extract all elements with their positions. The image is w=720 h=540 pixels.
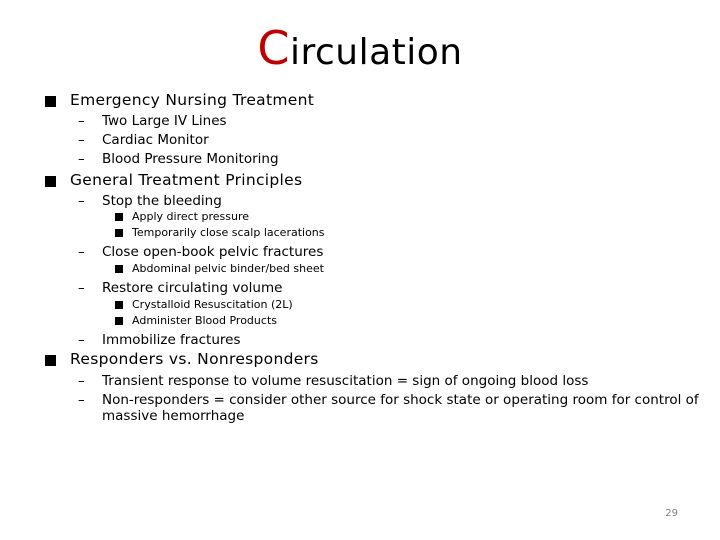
list-item: Non-responders = consider other source for shock state or operating room for control of massive hemorrhage <box>102 392 699 424</box>
title-first-letter: C <box>257 21 290 75</box>
page-number: 29 <box>665 508 678 519</box>
bullet-square-icon <box>115 265 123 273</box>
dash-bullet-icon: – <box>78 373 85 389</box>
bullet-square-icon <box>45 176 56 187</box>
list-item: Abdominal pelvic binder/bed sheet <box>132 262 324 275</box>
group-label: Close open-book pelvic fractures <box>102 244 324 260</box>
dash-bullet-icon: – <box>78 392 85 408</box>
dash-bullet-icon: – <box>78 193 85 209</box>
slide-title <box>0 18 720 83</box>
bullet-square-icon <box>45 96 56 107</box>
dash-bullet-icon: – <box>78 132 85 148</box>
list-item: Apply direct pressure <box>132 210 250 223</box>
list-item: Two Large IV Lines <box>102 113 227 129</box>
section-heading-emergency: Emergency Nursing Treatment <box>70 91 315 109</box>
title-rest: irculation <box>289 32 463 73</box>
bullet-square-icon <box>115 317 123 325</box>
list-item: Administer Blood Products <box>132 314 277 327</box>
list-item: Temporarily close scalp lacerations <box>132 226 325 239</box>
list-item: Transient response to volume resuscitation = sign of ongoing blood loss <box>102 373 589 389</box>
dash-bullet-icon: – <box>78 113 85 129</box>
section-heading-general: General Treatment Principles <box>70 171 303 189</box>
dash-bullet-icon: – <box>78 244 85 260</box>
list-item: Crystalloid Resuscitation (2L) <box>132 298 293 311</box>
dash-bullet-icon: – <box>78 151 85 167</box>
group-label: Immobilize fractures <box>102 332 241 348</box>
dash-bullet-icon: – <box>78 280 85 296</box>
group-label: Restore circulating volume <box>102 280 283 296</box>
bullet-square-icon <box>115 229 123 237</box>
bullet-square-icon <box>115 213 123 221</box>
group-label: Stop the bleeding <box>102 193 222 209</box>
list-item: Cardiac Monitor <box>102 132 209 148</box>
section-heading-responders: Responders vs. Nonresponders <box>70 350 319 368</box>
bullet-square-icon <box>45 355 56 366</box>
bullet-square-icon <box>115 301 123 309</box>
dash-bullet-icon: – <box>78 332 85 348</box>
list-item: Blood Pressure Monitoring <box>102 151 279 167</box>
